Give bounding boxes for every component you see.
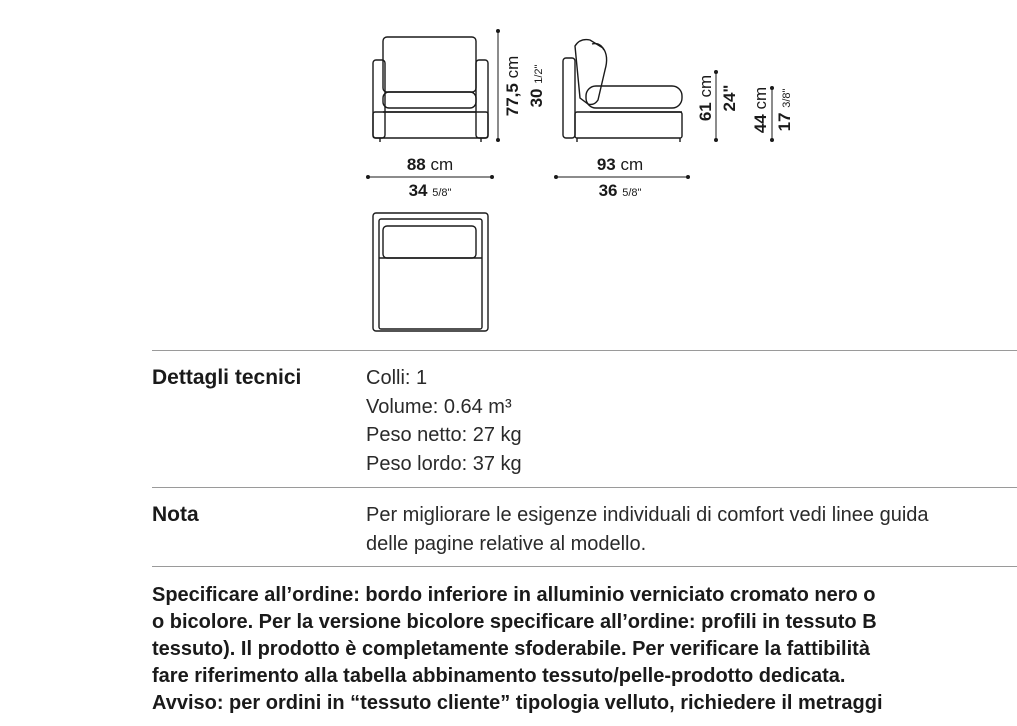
front-view-drawing bbox=[373, 37, 488, 142]
svg-text:93 cm: 93 cm bbox=[596, 155, 644, 174]
side-seat-height-cm: 44 bbox=[751, 114, 770, 134]
front-height-in: 30 bbox=[527, 88, 546, 108]
side-depth-in: 36 bbox=[598, 181, 618, 200]
technical-detail-line: Colli: 1 bbox=[366, 367, 428, 389]
front-width-in: 34 bbox=[408, 181, 428, 200]
note-label: Nota bbox=[152, 503, 199, 526]
side-back-height-cm: 61 bbox=[696, 102, 715, 122]
spec-line: Avviso: per ordini in “tessuto cliente” tipologia velluto, richiedere il metraggi bbox=[152, 692, 883, 714]
svg-text:36 5/8": 36 5/8" bbox=[598, 181, 642, 200]
svg-text:44 cm: 44 cm bbox=[751, 86, 770, 134]
front-height-cm: 77,5 bbox=[503, 83, 522, 117]
top-view-drawing bbox=[373, 213, 488, 331]
spec-line: tessuto). Il prodotto è completamente sfoderabile. Per verificare la fattibilità bbox=[152, 638, 870, 660]
note-line: Per migliorare le esigenze individuali di comfort vedi linee guida bbox=[366, 504, 929, 526]
front-height-dimension bbox=[496, 29, 546, 142]
front-width-dimension bbox=[366, 155, 494, 200]
side-back-height-dimension bbox=[696, 70, 739, 142]
technical-detail-line: Peso lordo: 37 kg bbox=[366, 452, 522, 475]
svg-text:61 cm: 61 cm bbox=[696, 74, 715, 122]
spec-line: o bicolore. Per la versione bicolore specificare all’ordine: profili in tessuto B bbox=[152, 611, 877, 633]
side-depth-dimension bbox=[554, 155, 690, 200]
svg-text:77,5 cm: 77,5 cm bbox=[503, 55, 522, 117]
section-divider bbox=[152, 350, 1017, 351]
technical-detail-line: Peso netto: 27 kg bbox=[366, 424, 522, 446]
svg-text:17 3/8": 17 3/8" bbox=[775, 88, 794, 132]
section-divider bbox=[152, 566, 1017, 567]
note-text bbox=[366, 501, 929, 558]
technical-drawings bbox=[0, 0, 1017, 340]
technical-detail-line: Volume: 0.64 m³ bbox=[366, 395, 512, 418]
side-seat-height-in: 17 bbox=[775, 112, 794, 132]
note-line: delle pagine relative al modello. bbox=[366, 532, 647, 555]
svg-text:34 5/8": 34 5/8" bbox=[408, 181, 452, 200]
spec-line: fare riferimento alla tabella abbinamento tessuto/pelle-prodotto dedicata. bbox=[152, 665, 846, 687]
section-divider bbox=[152, 487, 1017, 488]
spec-line: Specificare all’ordine: bordo inferiore in alluminio verniciato cromato nero o bbox=[152, 584, 876, 606]
side-seat-height-dimension bbox=[751, 86, 794, 142]
svg-text:88 cm: 88 cm bbox=[406, 155, 454, 174]
order-specification-text bbox=[152, 582, 1017, 717]
side-view-drawing bbox=[563, 40, 682, 142]
front-width-cm: 88 bbox=[406, 155, 426, 174]
svg-text:30 1/2": 30 1/2" bbox=[527, 64, 546, 108]
side-depth-cm: 93 bbox=[596, 155, 616, 174]
technical-details-label: Dettagli tecnici bbox=[152, 366, 302, 389]
side-back-height-in: 24" bbox=[720, 84, 739, 112]
technical-details-list bbox=[366, 364, 522, 478]
